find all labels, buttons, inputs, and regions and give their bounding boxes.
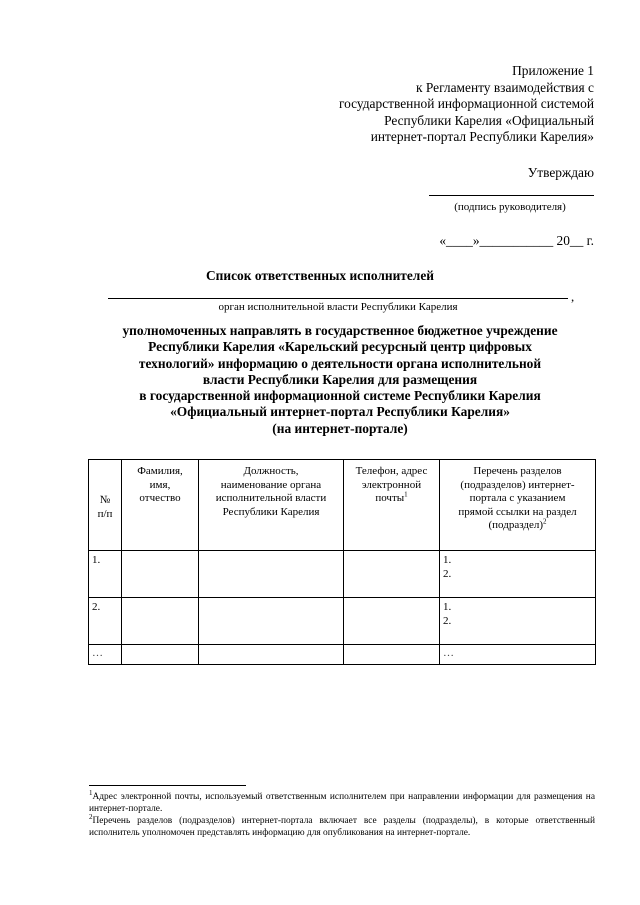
header-name [122,460,199,551]
header-sections-text: (подраздел) [488,519,543,531]
cell-sections: … [440,645,596,665]
header-sections-line: прямой ссылки на раздел [458,505,577,518]
footnote-text: Перечень разделов (подразделов) интернет-портала включает все разделы (подразделы), в которые ответственный исполнитель уполномочен представлять информацию для опубликования на интернет-портале. [89,816,595,838]
footnote-text: Адрес электронной почты, используемый ответственным исполнителем при направлении информации для размещения на интернет-портале. [89,792,595,814]
header-position-line: наименование органа [220,478,322,491]
header-sections-line: Перечень разделов [473,465,562,477]
header-position-line: Должность, [243,465,299,477]
section-item: 1. [443,554,452,566]
header-sections-line: (подразделов) интернет- [460,478,575,491]
header-sections-line: портала с указанием [469,492,566,504]
header-position-line: Республики Карелия [222,505,320,518]
cell-position[interactable] [199,551,344,598]
approval-date: «____»___________ 20__ г. [439,233,594,248]
cell-phone [344,645,440,665]
footnote-mark: 1 [89,788,93,797]
authorized-line: в государственной информационной системе Республики Карелия [139,388,541,404]
cell-sections[interactable] [440,598,596,645]
section-item: 1. [443,601,452,613]
row-num: … [89,645,122,665]
authorized-line: (на интернет-портале) [272,420,408,436]
header-sections [440,460,596,551]
header-name-line: Фамилия, [137,465,183,477]
header-num-line: № [99,494,111,506]
table-row-ellipsis [89,645,596,665]
header-phone-line: электронной [361,478,422,491]
header-name-line: имя, [149,478,171,491]
cell-name[interactable] [122,598,199,645]
footnote [89,788,595,815]
approval-label: Утверждаю [527,165,594,180]
cell-name [122,645,199,665]
header-position [199,460,344,551]
row-num: 2. [89,598,122,645]
appendix-line: интернет-портал Республики Карелия» [370,129,594,145]
appendix-line: к Регламенту взаимодействия с [416,79,594,95]
footnote-separator [89,785,246,786]
list-title: Список ответственных исполнителей [206,268,434,283]
cell-phone[interactable] [344,598,440,645]
header-name-line: отчество [139,492,181,504]
footnote-ref: 2 [543,517,547,526]
row-num: 1. [89,551,122,598]
authorized-line: Республики Карелия «Карельский ресурсный центр цифровых [148,339,532,355]
header-phone-text: почты [375,492,405,504]
authorized-line: власти Республики Карелия для размещения [202,371,478,387]
authorized-line: технологий» информацию о деятельности органа исполнительной [138,355,542,371]
cell-name[interactable] [122,551,199,598]
header-num-line: п/п [97,507,113,520]
section-item: 2. [443,614,452,627]
signature-line [429,195,594,196]
signature-caption: (подпись руководителя) [454,201,566,213]
org-caption: орган исполнительной власти Республики Карелия [218,301,458,313]
cell-sections[interactable] [440,551,596,598]
footnote-ref: 1 [404,490,408,499]
authorized-line: «Официальный интернет-портал Республики Карелия» [170,404,510,420]
table-row [89,551,596,598]
appendix-line: государственной информационной системой [338,96,594,112]
footnote-mark: 2 [89,812,93,821]
header-phone-line: Телефон, адрес [355,465,428,477]
authorized-statement [80,323,600,437]
responsible-table [88,459,596,665]
header-position-line: исполнительной власти [215,492,327,504]
header-phone-line [347,492,436,506]
cell-phone[interactable] [344,551,440,598]
appendix-line: Приложение 1 [512,63,594,78]
header-phone [344,460,440,551]
header-sections-line [443,519,592,533]
appendix-line: Республики Карелия «Официальный [384,112,594,128]
table-row [89,598,596,645]
header-num [89,460,122,551]
footnotes [89,788,595,840]
org-comma: , [571,289,575,304]
org-fill-line [108,298,568,299]
footnote [89,812,595,839]
authorized-line: уполномоченных направлять в государственное бюджетное учреждение [122,323,558,338]
table-header-row [89,460,596,551]
cell-position[interactable] [199,598,344,645]
section-item: 2. [443,567,452,580]
cell-position [199,645,344,665]
appendix-block [254,63,594,146]
